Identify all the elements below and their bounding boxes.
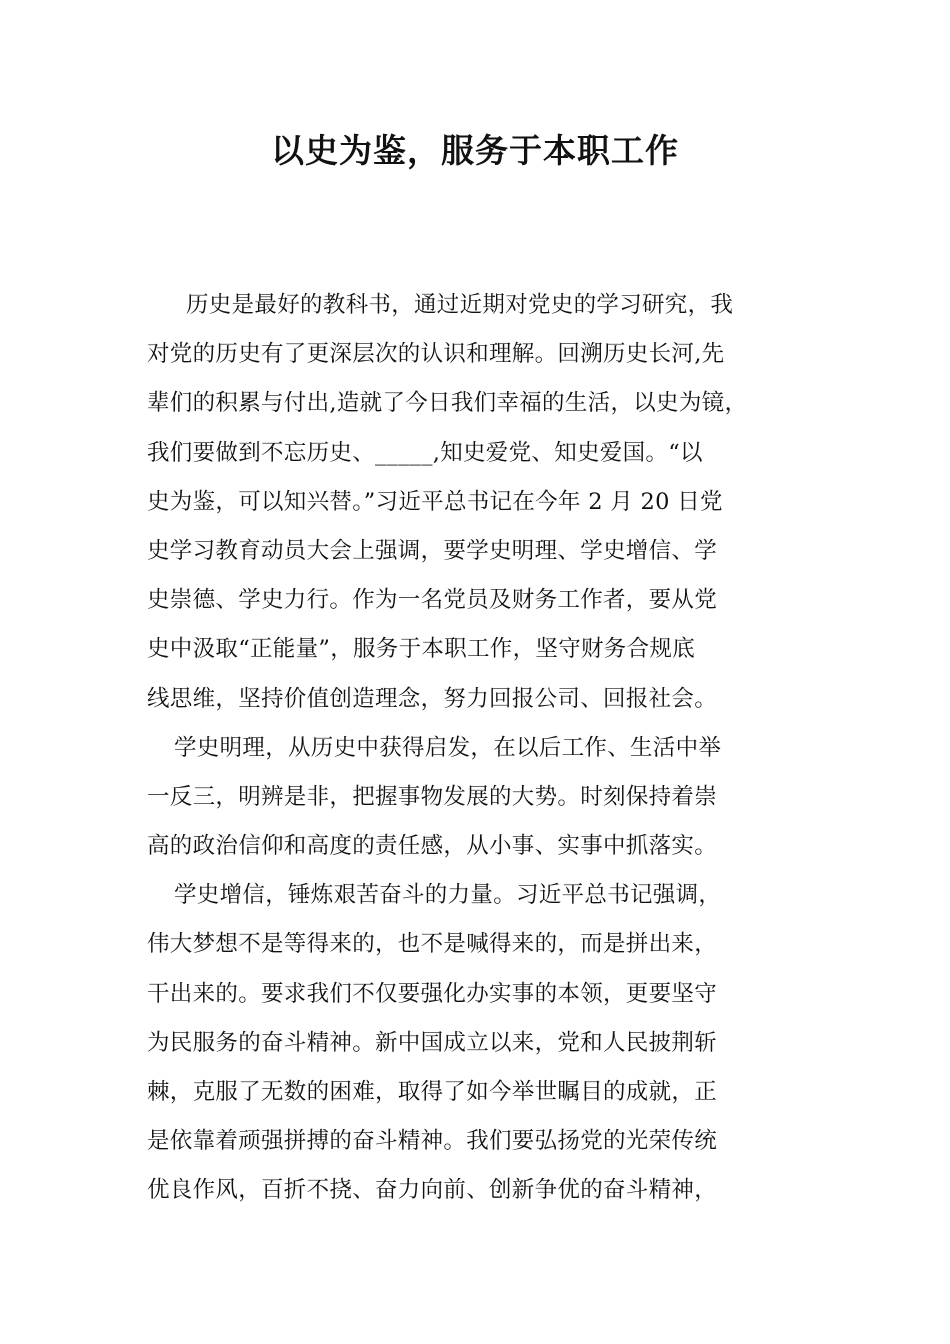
paragraph-1-line: 史为鉴，可以知兴替。”习近平总书记在今年 2 月 20 日党	[147, 488, 723, 515]
paragraph-3-line: 是依靠着顽强拼搏的奋斗精神。我们要弘扬党的光荣传统	[147, 1128, 718, 1155]
paragraph-1-line: 线思维，坚持价值创造理念，努力回报公司、回报社会。	[147, 685, 718, 712]
paragraph-2-line: 一反三，明辨是非，把握事物发展的大势。时刻保持着崇	[147, 783, 718, 810]
paragraph-1-line: 辈们的积累与付出,造就了今日我们幸福的生活，以史为镜，	[147, 390, 748, 417]
paragraph-1-line: 史学习教育动员大会上强调，要学史明理、学史增信、学	[147, 537, 718, 564]
paragraph-3-line: 为民服务的奋斗精神。新中国成立以来，党和人民披荆斩	[147, 1029, 718, 1056]
paragraph-2-line: 学史明理，从历史中获得启发，在以后工作、生活中举	[174, 734, 722, 761]
paragraph-1-line: 我们要做到不忘历史、_____,知史爱党、知史爱国。“以	[147, 439, 703, 466]
paragraph-1-line: 史崇德、学史力行。作为一名党员及财务工作者，要从党	[147, 587, 718, 614]
paragraph-2-line: 高的政治信仰和高度的责任感，从小事、实事中抓落实。	[147, 833, 718, 860]
paragraph-3-line: 干出来的。要求我们不仅要强化办实事的本领，更要坚守	[147, 980, 718, 1007]
paragraph-3-line: 伟大梦想不是等得来的，也不是喊得来的，而是拼出来，	[147, 931, 718, 958]
paragraph-3-line: 学史增信，锤炼艰苦奋斗的力量。习近平总书记强调，	[174, 882, 722, 909]
paragraph-1-line: 史中汲取“正能量”，服务于本职工作，坚守财务合规底	[147, 636, 696, 663]
paragraph-3-line: 棘，克服了无数的困难，取得了如今举世瞩目的成就，正	[147, 1079, 718, 1105]
paragraph-3-line: 优良作风，百折不挠、奋力向前、创新争优的奋斗精神，	[147, 1177, 718, 1204]
document-title: 以史为鉴，服务于本职工作	[271, 131, 679, 170]
paragraph-1-line: 历史是最好的教科书，通过近期对党史的学习研究，我	[186, 292, 734, 318]
paragraph-1-line: 对党的历史有了更深层次的认识和理解。回溯历史长河,先	[147, 341, 725, 368]
document-body	[147, 281, 807, 1216]
